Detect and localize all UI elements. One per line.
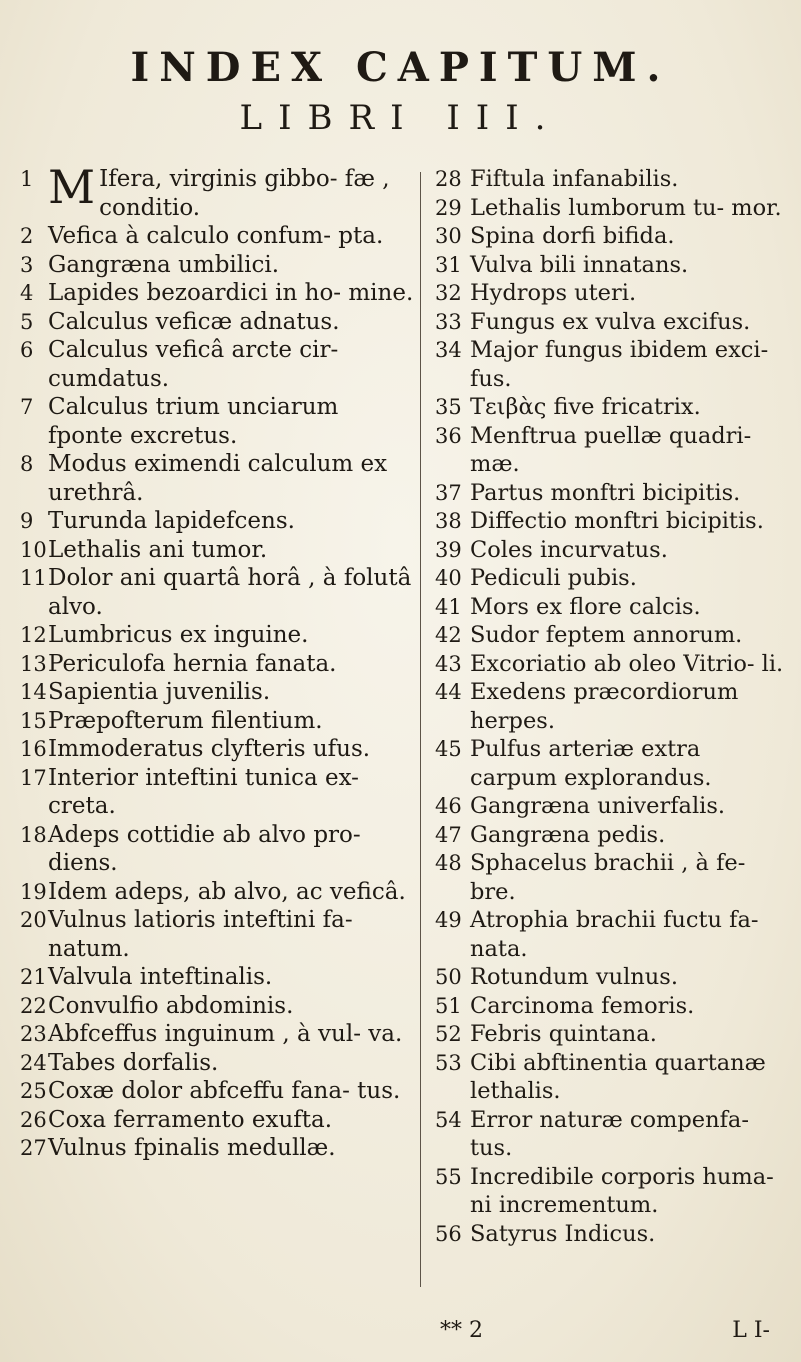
entry-text: Fiftula infanabilis. (470, 166, 679, 192)
entry-number: 19 (20, 879, 47, 904)
entry-text: Vulva bili innatans. (470, 251, 689, 278)
entry-text: Adeps cottidie ab alvo pro- diens. (48, 821, 361, 876)
entry-number: 26 (20, 1107, 47, 1132)
entry-number: 51 (435, 993, 462, 1018)
left-column (20, 160, 420, 1163)
entry-number: 40 (435, 566, 462, 590)
index-entry (20, 1077, 420, 1106)
entry-number: 2 (20, 224, 34, 248)
entry-text: Lethalis lumborum tu- mor. (470, 194, 782, 221)
entry-number: 41 (435, 594, 462, 619)
entry-number: 3 (20, 252, 34, 277)
index-entry (435, 222, 785, 251)
index-entry (20, 160, 420, 222)
index-entry (20, 564, 420, 621)
entry-text: Lumbricus ex inguine. (48, 622, 309, 648)
index-entry (435, 792, 785, 821)
index-entry (20, 878, 420, 907)
index-entry (20, 735, 420, 764)
index-entry (20, 992, 420, 1021)
entry-text: Vulnus latioris inteftini fa- natum. (48, 907, 353, 962)
index-entry (435, 479, 785, 508)
entry-text: Pulfus arteriæ extra carpum explorandus. (470, 736, 712, 791)
entry-number: 24 (20, 1050, 47, 1075)
index-entry (435, 279, 785, 308)
entry-text: Major fungus ibidem exci- fus. (470, 337, 769, 392)
entry-number: 54 (435, 1107, 462, 1132)
entry-number: 18 (20, 822, 47, 847)
entry-number: 55 (435, 1164, 462, 1189)
entry-number: 16 (20, 737, 47, 761)
entry-number: 53 (435, 1050, 462, 1075)
entry-text: Sphacelus brachii , à fe- bre. (470, 850, 746, 905)
entry-text: Gangræna pedis. (470, 821, 666, 848)
entry-number: 38 (435, 509, 462, 533)
entry-text: Idem adeps, ab alvo, ac veficâ. (48, 878, 406, 905)
entry-text: Abfceffus inguinum , à vul- va. (48, 1021, 403, 1047)
entry-number: 17 (20, 765, 47, 790)
index-entry (435, 165, 785, 194)
entry-text: Gangræna umbilici. (48, 251, 280, 278)
index-entry (435, 992, 785, 1021)
entry-number: 37 (435, 480, 462, 505)
index-title: INDEX CAPITUM. (130, 44, 671, 91)
entry-number: 46 (435, 794, 462, 818)
entry-number: 33 (435, 309, 462, 334)
signature-mark: ** 2 (440, 1318, 483, 1343)
entry-number: 4 (20, 281, 34, 305)
index-entry (435, 650, 785, 679)
entry-text: Dolor ani quartâ horâ , à folutâ alvo. (48, 565, 412, 620)
index-entry (20, 336, 420, 393)
index-entry (435, 422, 785, 479)
entry-number: 49 (435, 908, 462, 932)
entry-number: 13 (20, 651, 47, 676)
entry-text: Menftrua puellæ quadri- mæ. (470, 422, 752, 477)
entry-text: Calculus veficâ arcte cir- cumdatus. (48, 337, 339, 392)
index-entry (20, 507, 420, 536)
entry-number: 42 (435, 623, 462, 647)
entry-text: Fungus ex vulva excifus. (470, 308, 751, 335)
entry-text: Atrophia brachii fuctu fa- nata. (470, 907, 759, 962)
index-entry (435, 621, 785, 650)
entry-text: Partus monftri bicipitis. (470, 479, 741, 506)
index-entry (20, 1020, 420, 1049)
index-entry (20, 1049, 420, 1078)
drop-initial: M (48, 160, 96, 214)
page-footer (440, 1318, 770, 1348)
entry-number: 52 (435, 1022, 462, 1046)
entry-text: Modus eximendi calculum ex urethrâ. (48, 451, 388, 506)
entry-text: Periculofa hernia fanata. (48, 650, 337, 677)
entry-number: 14 (20, 680, 47, 704)
entry-text: Immoderatus clyfteris ufus. (48, 736, 371, 762)
entry-text: Carcinoma femoris. (470, 992, 695, 1019)
entry-number: 21 (20, 965, 47, 989)
entry-text: Excoriatio ab oleo Vitrio- li. (470, 650, 784, 677)
entry-text: Lethalis ani tumor. (48, 536, 268, 563)
index-entry (435, 1106, 785, 1163)
index-entry (20, 536, 420, 565)
index-entry (20, 450, 420, 507)
entry-number: 29 (435, 195, 462, 220)
index-entry (435, 1163, 785, 1220)
catchword: L I- (732, 1318, 770, 1343)
index-entry (435, 906, 785, 963)
index-entry (20, 1134, 420, 1163)
entry-number: 43 (435, 651, 462, 676)
entry-number: 6 (20, 338, 34, 362)
entry-text: Gangræna univerfalis. (470, 793, 726, 819)
entry-text: Vefica à calculo confum- pta. (48, 223, 384, 249)
entry-number: 36 (435, 423, 462, 448)
entry-text: Τειβὰς five fricatrix. (470, 394, 701, 420)
entry-text: Hydrops uteri. (470, 280, 637, 306)
entry-number: 12 (20, 623, 47, 647)
entry-text: Valvula inteftinalis. (48, 964, 273, 990)
entry-text: Error naturæ compenfa- tus. (470, 1106, 749, 1161)
entry-number: 7 (20, 395, 34, 419)
index-entry (435, 1049, 785, 1106)
entry-text: Lapides bezoardici in ho- mine. (48, 280, 414, 306)
entry-number: 9 (20, 509, 34, 533)
index-entry (435, 678, 785, 735)
index-entry (20, 621, 420, 650)
entry-text: Ifera, virginis gibbo- fæ , conditio. (99, 166, 390, 221)
index-entry (435, 194, 785, 223)
entry-text: Satyrus Indicus. (470, 1220, 656, 1247)
entry-text: Coxæ dolor abfceffu fana- tus. (48, 1078, 401, 1104)
index-entry (435, 507, 785, 536)
index-entry (435, 536, 785, 565)
entry-number: 28 (435, 167, 462, 191)
entry-number: 50 (435, 965, 462, 989)
index-entry (20, 308, 420, 337)
entry-number: 11 (20, 566, 47, 590)
index-entry (435, 963, 785, 992)
entry-number: 30 (435, 224, 462, 248)
entry-number: 47 (435, 822, 462, 847)
index-entry (20, 1106, 420, 1135)
entry-text: Incredibile corporis huma- ni incrementum. (470, 1163, 774, 1218)
entry-text: Mors ex flore calcis. (470, 593, 701, 620)
entry-text: Vulnus fpinalis medullæ. (48, 1135, 336, 1161)
index-entry (435, 849, 785, 906)
entry-number: 23 (20, 1022, 47, 1046)
index-entry (20, 821, 420, 878)
index-entry (435, 308, 785, 337)
entry-text: Præpofterum filentium. (48, 707, 323, 734)
entry-number: 8 (20, 452, 34, 476)
index-entry (435, 593, 785, 622)
index-entry (20, 279, 420, 308)
index-entry (435, 821, 785, 850)
entry-text: Spina dorfi bifida. (470, 223, 675, 249)
index-entry (435, 564, 785, 593)
index-entry (435, 735, 785, 792)
index-entry (20, 251, 420, 280)
index-entry (20, 678, 420, 707)
entry-number: 22 (20, 993, 47, 1018)
entry-text: Convulfio abdominis. (48, 992, 294, 1019)
entry-number: 56 (435, 1221, 462, 1246)
entry-text: Coles incurvatus. (470, 536, 668, 563)
index-entry (20, 906, 420, 963)
index-entry (435, 251, 785, 280)
entry-number: 48 (435, 851, 462, 875)
entry-text: Febris quintana. (470, 1021, 657, 1047)
entry-number: 5 (20, 309, 34, 334)
entry-number: 32 (435, 281, 462, 305)
entry-text: Rotundum vulnus. (470, 964, 678, 990)
entry-number: 44 (435, 680, 462, 704)
entry-text: Calculus trium unciarum fponte excretus. (48, 394, 339, 449)
entry-text: Exedens præcordiorum herpes. (470, 679, 739, 734)
entry-number: 45 (435, 737, 462, 761)
index-entry (20, 963, 420, 992)
entry-number: 27 (20, 1136, 47, 1160)
entry-text: Cibi abftinentia quartanæ lethalis. (470, 1049, 766, 1104)
entry-text: Tabes dorfalis. (48, 1049, 219, 1076)
entry-number: 39 (435, 537, 462, 562)
entry-text: Coxa ferramento exufta. (48, 1106, 333, 1133)
entry-text: Sudor feptem annorum. (470, 622, 743, 648)
entry-text: Diffectio monftri bicipitis. (470, 508, 764, 534)
entry-text: Calculus veficæ adnatus. (48, 308, 340, 335)
index-entry (20, 650, 420, 679)
index-entry (20, 222, 420, 251)
entry-text: Pediculi pubis. (470, 565, 637, 591)
index-entry (20, 393, 420, 450)
entry-number: 25 (20, 1079, 47, 1103)
entry-number: 10 (20, 537, 47, 562)
entry-text: Turunda lapidefcens. (48, 508, 295, 534)
index-entry (20, 764, 420, 821)
entry-number: 20 (20, 908, 47, 932)
entry-text: Sapientia juvenilis. (48, 679, 271, 705)
index-entry (435, 1220, 785, 1249)
index-entry (435, 393, 785, 422)
entry-number: 34 (435, 338, 462, 362)
right-column (435, 165, 785, 1248)
book-heading: LIBRI III. (239, 98, 562, 138)
index-entry (435, 1020, 785, 1049)
index-entry (435, 336, 785, 393)
entry-number: 35 (435, 395, 462, 419)
entry-number: 31 (435, 252, 462, 277)
entry-text: Interior inteftini tunica ex- creta. (48, 764, 359, 819)
entry-number: 1 (20, 167, 34, 191)
column-divider (420, 172, 421, 1287)
entry-number: 15 (20, 708, 47, 733)
index-entry (20, 707, 420, 736)
